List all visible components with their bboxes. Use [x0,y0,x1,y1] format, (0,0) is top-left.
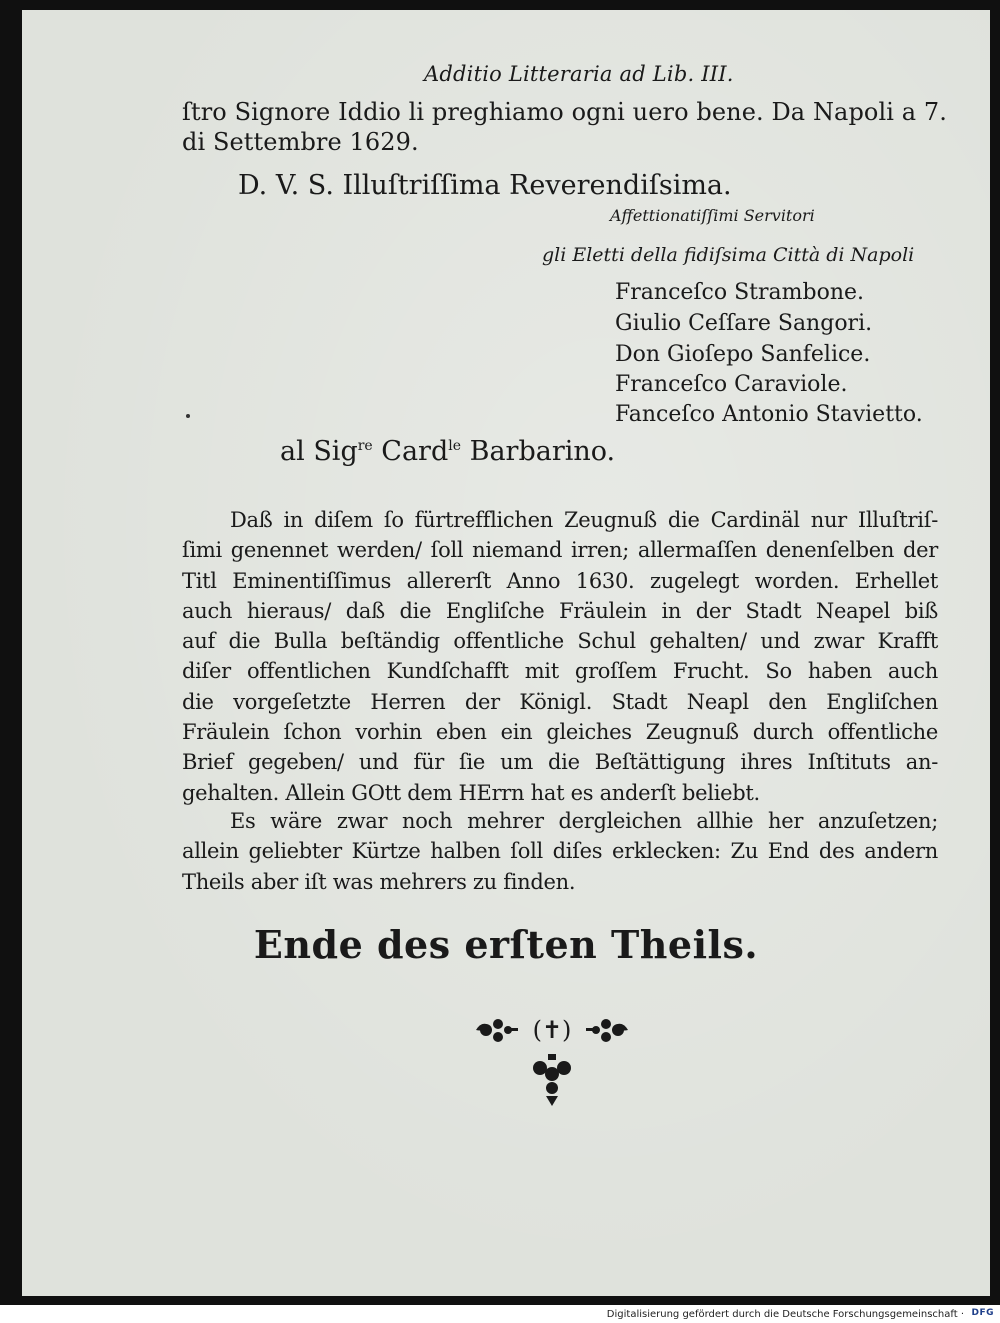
closing-heading: Ende des erſten Theils. [253,922,759,967]
paragraph-line: auch hieraus/ daß die Engliſche Fräulein in der Stadt Neapel biß [182,598,938,623]
letter-closing-line: ſtro Signore Iddio li preghiamo ogni uero bene. Da Napoli a 7. [182,98,947,126]
signatory: Franceſco Caraviole. [615,372,848,397]
letter-date-line: di Settembre 1629. [182,128,419,156]
signatory: Fanceſco Antonio Stavietto. [615,402,923,427]
paragraph-line: diſer offentlichen Kundſchafft mit groſſem Frucht. So haben auch [182,659,938,684]
signatory: Giulio Ceſſare Sangori. [615,311,873,336]
paragraph-line: die vorgeſetzte Herren der Königl. Stadt Neapl den Engliſchen [182,689,938,714]
paragraph-line: Es wäre zwar noch mehrer dergleichen allhie her anzuſetzen; [230,809,938,833]
paragraph-line: Titl Eminentiſſimus allererſt Anno 1630. zugelegt worden. Erhellet [182,568,938,593]
paragraph-line: Theils aber iſt was mehrers zu finden. [182,869,576,894]
paragraph-line: Fräulein ſchon vorhin eben ein gleiches Zeugnuß durch offentliche [182,720,938,745]
document-page [22,10,990,1296]
signatory: Franceſco Strambone. [615,280,865,305]
fleuron-right-icon [586,1019,628,1042]
running-header: Additio Litteraria ad Lib. III. [424,62,734,86]
letter-eletti: gli Eletti della fidiſsima Città di Napoli [542,244,915,266]
footer-credit: Digitalisierung gefördert durch die Deutsche Forschungsgemeinschaft · [606,1309,964,1320]
ink-speck [186,414,190,418]
letter-servitori: Affettionatiſſimi Servitori [610,206,815,225]
dfg-logo: DFG [971,1308,994,1318]
german-paragraph-2 [182,806,938,897]
paragraph-line: Brief gegeben/ und für ſie um die Beſtättigung ihres Inſtituts an- [182,750,938,775]
fleuron-bottom-icon [533,1054,571,1106]
signatory: Don Gioſepo Sanfelice. [615,342,871,367]
paragraph-line: allein geliebter Kürtze halben ſoll diſes erklecken: Zu End des andern [182,839,938,864]
letter-address: al Sig$^{re}$ Card$^{le}$ Barbarino. [280,436,616,467]
letter-salutation: D. V. S. Illuſtriſſima Reverendiſsima. [238,170,732,201]
cross-icon: (✝) [532,1016,572,1044]
paragraph-line: ſimi genennet werden/ ſoll niemand irren; allermaſſen denenſelben der [182,538,938,563]
paragraph-line: gehalten. Allein GOtt dem HErrn hat es anderſt beliebt. [182,780,760,805]
german-paragraph-1 [182,505,938,808]
paragraph-line: auf die Bulla beſtändig offentliche Schul gehalten/ und zwar Krafft [182,629,938,654]
paragraph-line: Daß in diſem ſo fürtrefflichen Zeugnuß die Cardinäl nur Illuſtriſ- [230,508,938,532]
fleuron-ornament [462,1010,642,1110]
fleuron-left-icon [476,1019,518,1042]
